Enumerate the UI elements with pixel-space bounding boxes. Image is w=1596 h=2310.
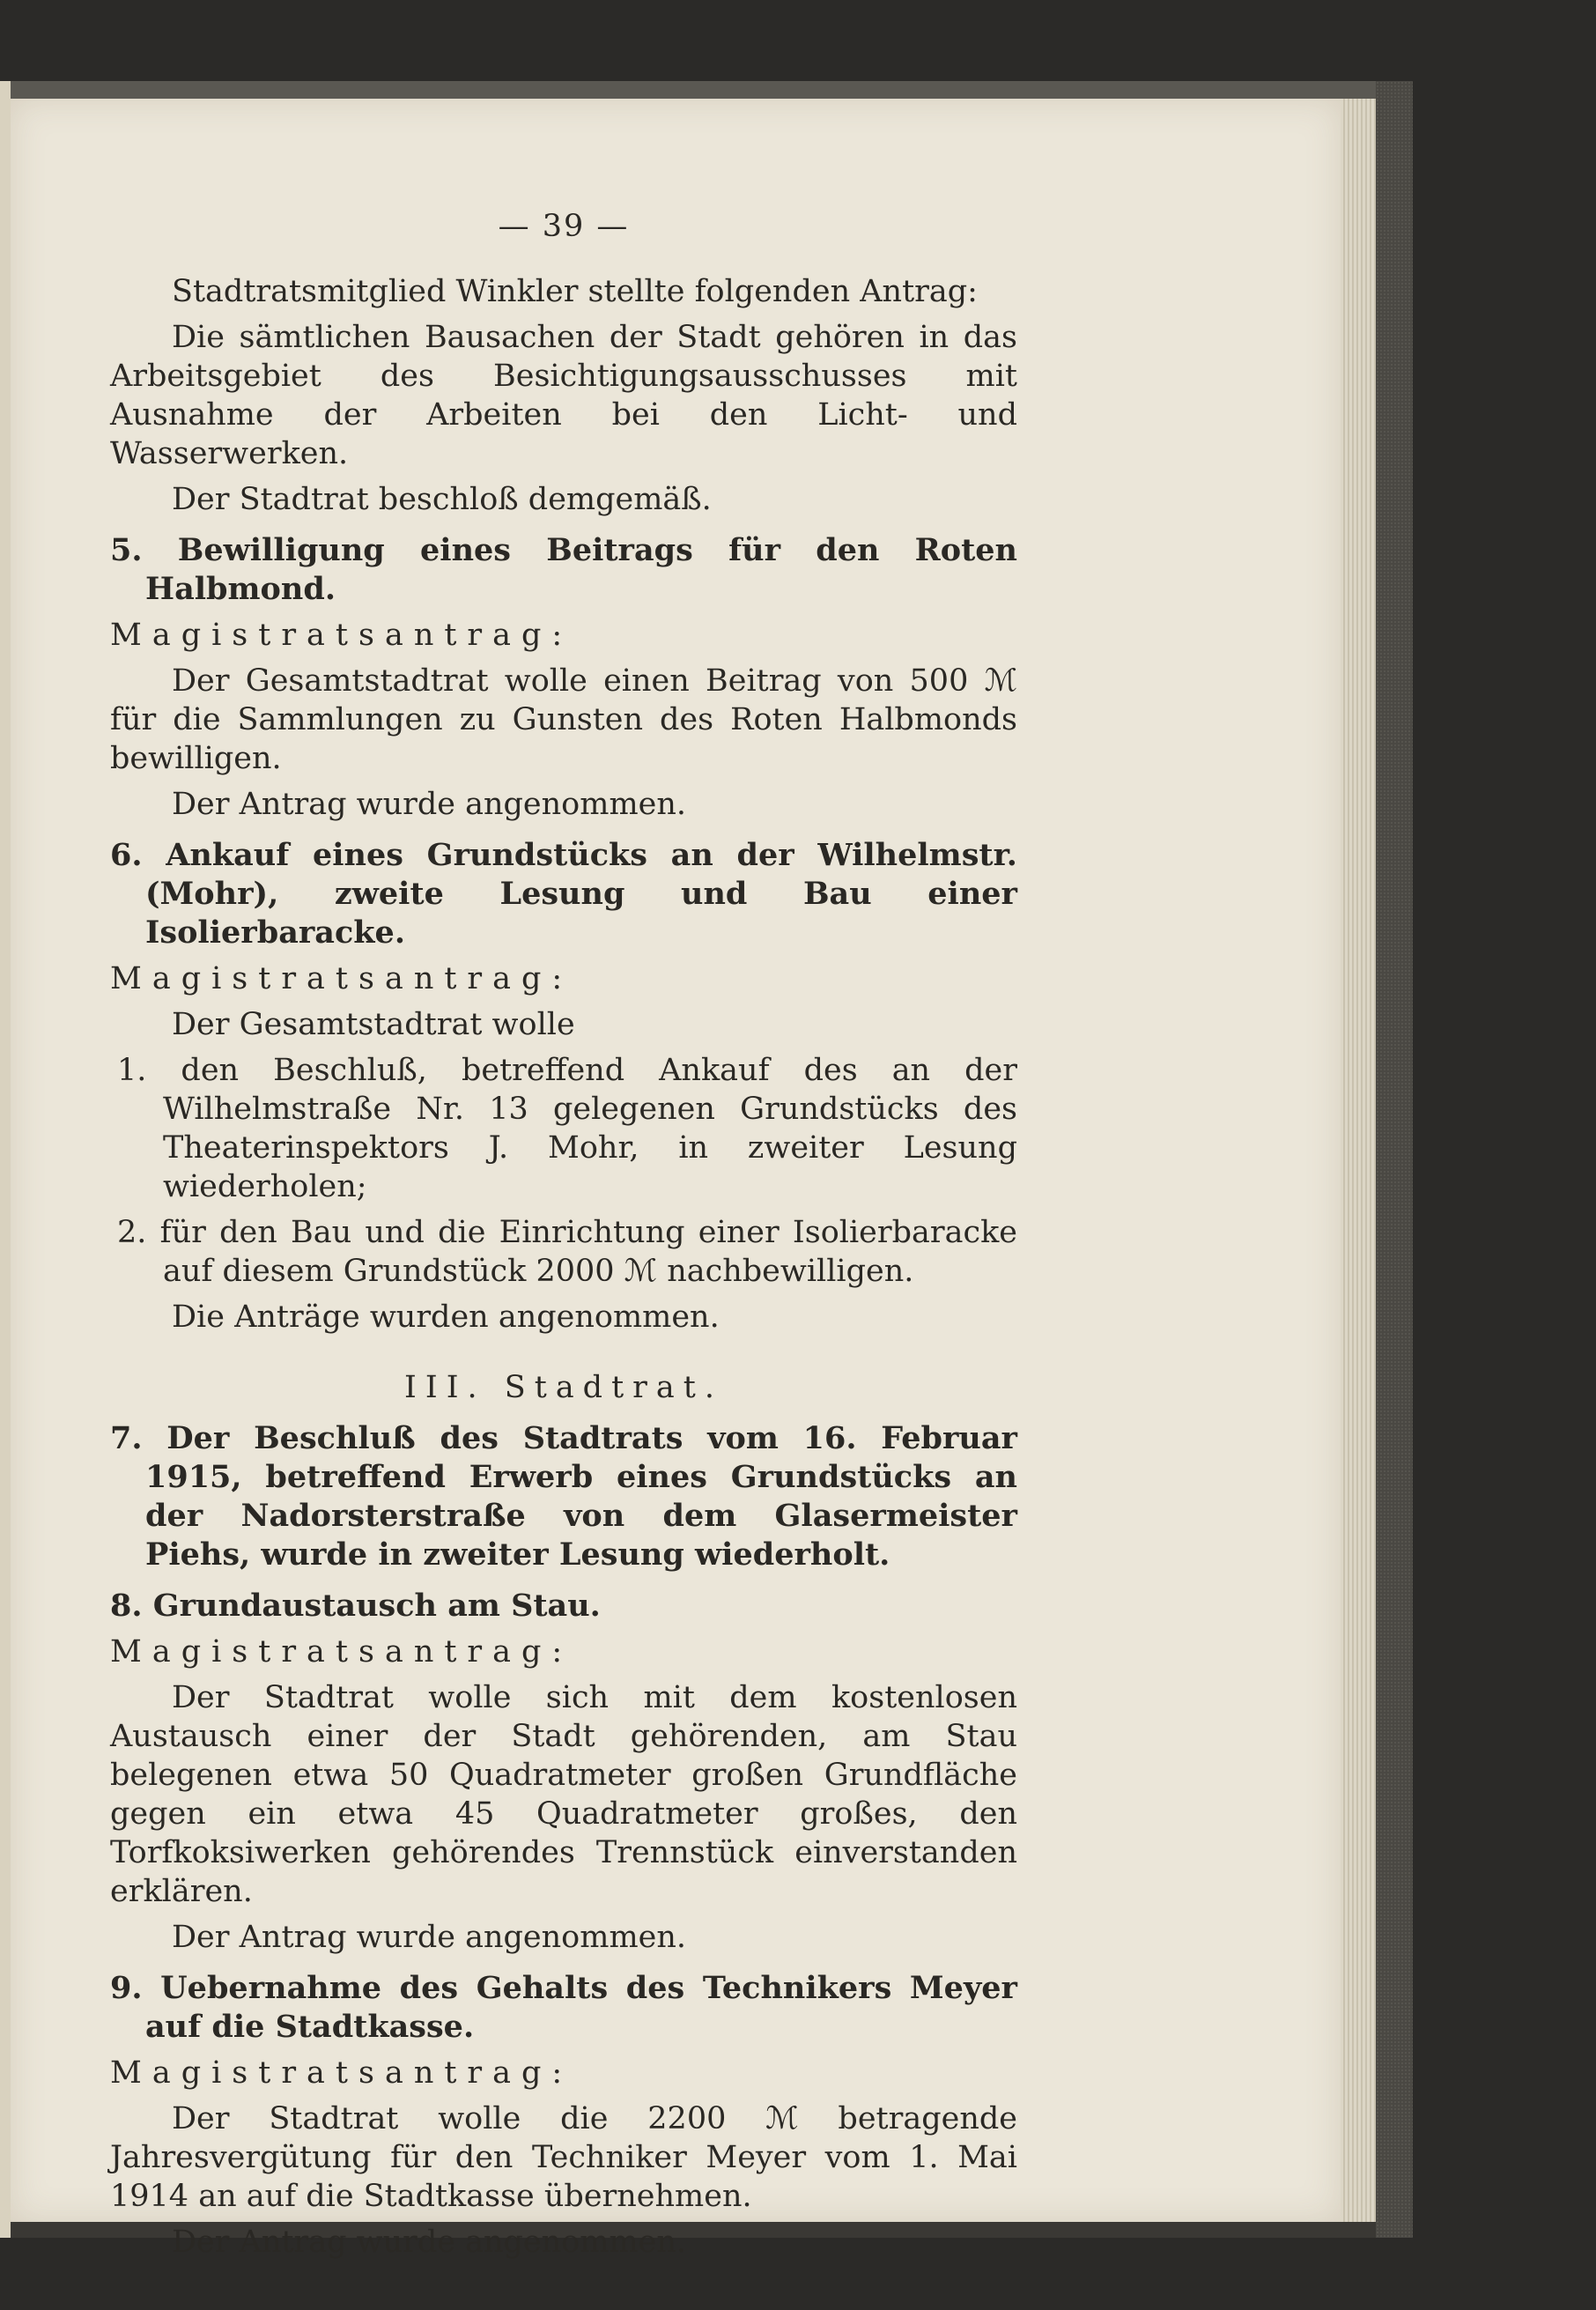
book-cover: [1376, 81, 1413, 2238]
book-top-edge: [0, 81, 1413, 99]
page-number: — 39 —: [498, 209, 630, 244]
magistrate-motion-label: Magistratsantrag:: [110, 618, 573, 653]
list-item: 2. für den Bau und die Einrichtung einer Isolierbaracke auf diesem Grundstück 2000 ℳ nachbewilligen.: [117, 1215, 1017, 1289]
paragraph: Der Stadtrat wolle sich mit dem kostenlosen Austausch einer der Stadt gehörenden, am Stau belegenen etwa 50 Quadratmeter großen Grundfläche gegen ein etwa 45 Quadratmeter großes, den Torfkoksiwerken gehörendes Trennstück einverstanden erklären.: [110, 1680, 1017, 1909]
paragraph: Der Gesamtstadtrat wolle: [172, 1007, 575, 1042]
section-heading: 8. Grundaustausch am Stau.: [110, 1588, 601, 1624]
paragraph: Der Antrag wurde angenommen.: [172, 1920, 687, 1955]
paragraph: Der Stadtrat wolle die 2200 ℳ betragende Jahresvergütung für den Techniker Meyer vom 1. Mai 1914 an auf die Stadtkasse übernehmen.: [110, 2101, 1017, 2214]
page-edges: [1341, 99, 1376, 2222]
paragraph: Der Stadtrat beschloß demgemäß.: [172, 482, 712, 517]
page-text: [110, 207, 1017, 2269]
section-heading: 9. Uebernahme des Gehalts des Technikers Meyer auf die Stadtkasse.: [110, 1970, 1017, 2045]
paragraph: Stadtratsmitglied Winkler stellte folgenden Antrag:: [172, 274, 978, 309]
magistrate-motion-label: Magistratsantrag:: [110, 961, 573, 996]
paragraph: Der Antrag wurde angenommen.: [172, 2225, 687, 2260]
paragraph: Der Antrag wurde angenommen.: [172, 787, 687, 822]
list-item: 1. den Beschluß, betreffend Ankauf des an der Wilhelmstraße Nr. 13 gelegenen Grundstücks des Theaterinspektors J. Mohr, in zweiter Lesung wiederholen;: [117, 1053, 1017, 1204]
paragraph: Die sämtlichen Bausachen der Stadt gehören in das Arbeitsgebiet des Besichtigungsausschusses mit Ausnahme der Arbeiten bei den Licht- und Wasserwerken.: [110, 320, 1017, 471]
left-page-edge: [0, 81, 11, 2238]
section-heading: 5. Bewilligung eines Beitrags für den Roten Halbmond.: [110, 532, 1017, 607]
section-heading: 7. Der Beschluß des Stadtrats vom 16. Februar 1915, betreffend Erwerb eines Grundstücks an der Nadorsterstraße von dem Glasermeister Piehs, wurde in zweiter Lesung wiederholt.: [110, 1420, 1017, 1573]
magistrate-motion-label: Magistratsantrag:: [110, 1634, 573, 1670]
chapter-heading: III. Stadtrat.: [404, 1370, 723, 1405]
paragraph: Der Gesamtstadtrat wolle einen Beitrag von 500 ℳ für die Sammlungen zu Gunsten des Roten Halbmonds bewilligen.: [110, 663, 1017, 776]
paragraph: Die Anträge wurden angenommen.: [172, 1299, 720, 1335]
section-heading: 6. Ankauf eines Grundstücks an der Wilhelmstr. (Mohr), zweite Lesung und Bau einer Isolierbaracke.: [110, 837, 1017, 951]
magistrate-motion-label: Magistratsantrag:: [110, 2055, 573, 2091]
